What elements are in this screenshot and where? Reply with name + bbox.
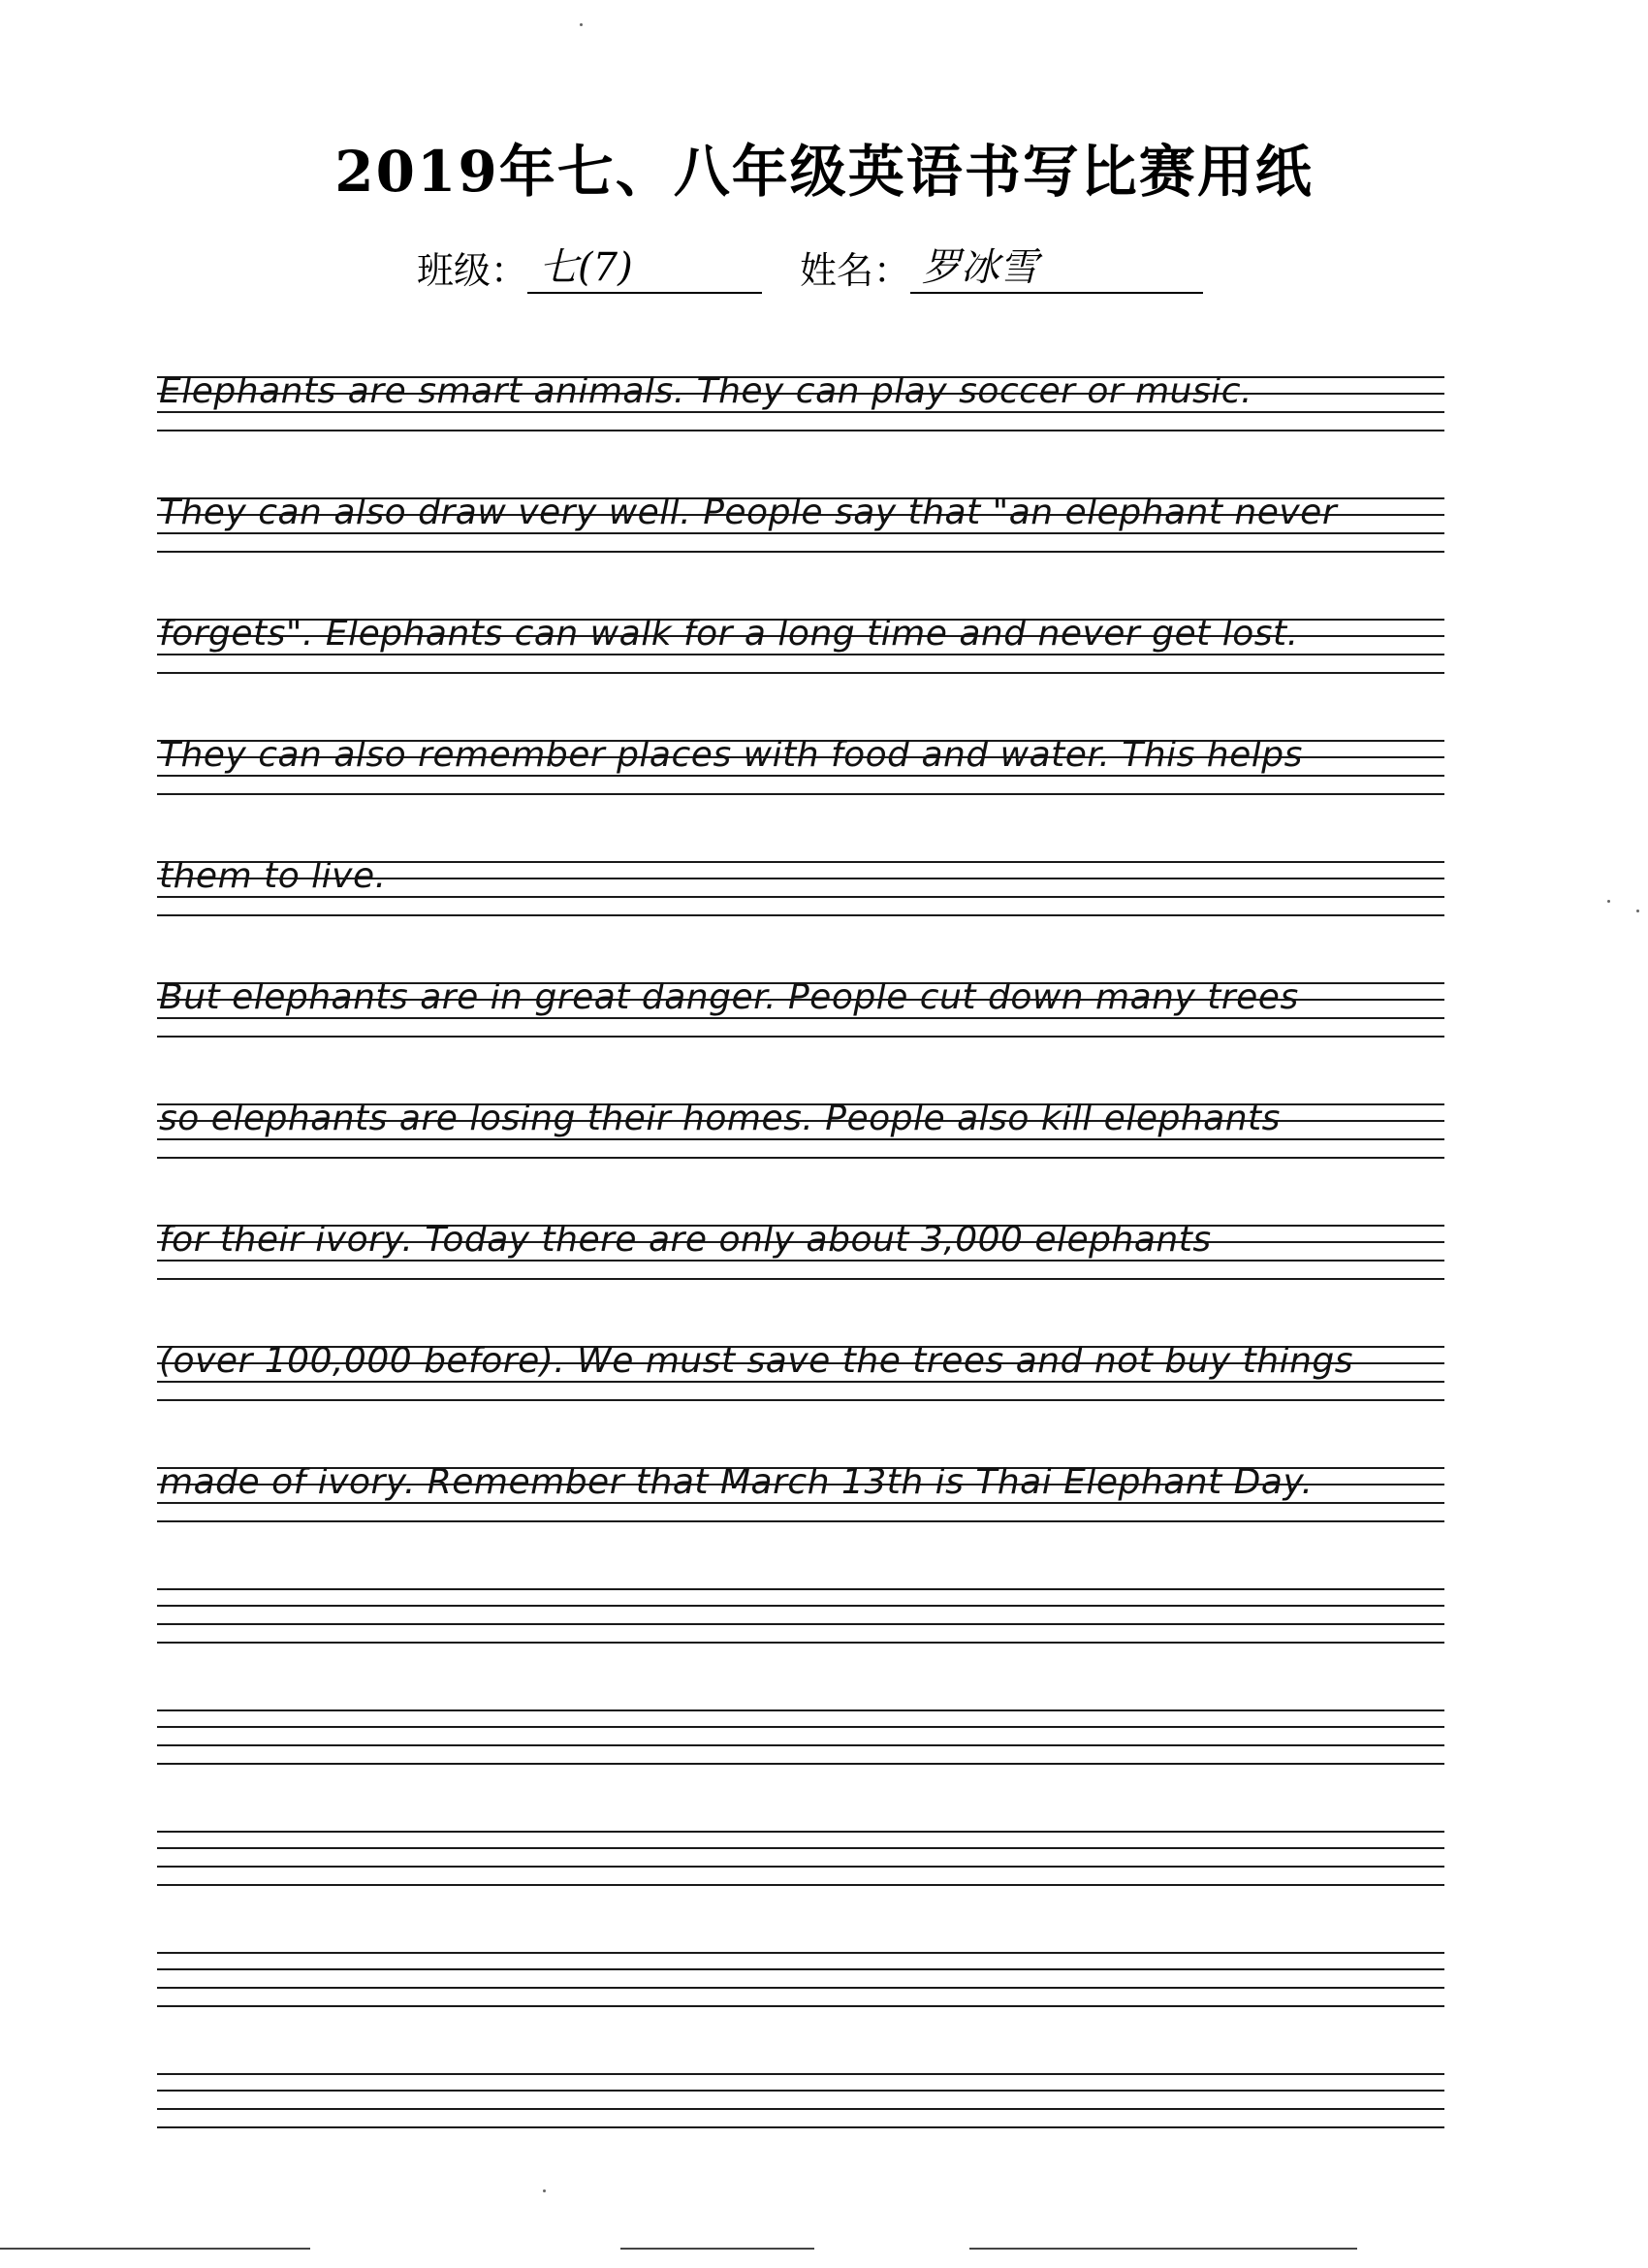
handwritten-line: so elephants are losing their homes. People also kill elephants <box>159 1099 1281 1138</box>
scan-edge-line <box>0 2248 310 2250</box>
class-value: 七(7) <box>527 243 762 294</box>
page-title: 2019年七、八年级英语书写比赛用纸 <box>334 139 1314 205</box>
class-label: 班级： <box>417 249 528 292</box>
scan-speck <box>1636 910 1639 912</box>
handwritten-line: But elephants are in great danger. People cut down many trees <box>159 977 1299 1017</box>
name-field <box>800 240 1203 295</box>
name-label: 姓名： <box>800 249 911 292</box>
writing-stave <box>157 1813 1444 1934</box>
writing-stave <box>157 722 1444 844</box>
scan-edge-line <box>969 2248 1357 2250</box>
writing-stave <box>157 1086 1444 1207</box>
writing-stave <box>157 1934 1444 2056</box>
handwritten-line: forgets". Elephants can walk for a long time and never get lost. <box>159 614 1299 654</box>
writing-stave <box>157 1450 1444 1571</box>
writing-stave <box>157 601 1444 722</box>
name-value: 罗冰雪 <box>910 243 1203 294</box>
scan-speck <box>543 2189 546 2192</box>
class-field <box>417 240 762 295</box>
handwritten-line: Elephants are smart animals. They can play soccer or music. <box>159 371 1252 411</box>
writing-stave <box>157 1207 1444 1328</box>
writing-stave <box>157 1571 1444 1692</box>
writing-stave <box>157 359 1444 480</box>
writing-stave <box>157 1692 1444 1813</box>
writing-stave <box>157 965 1444 1086</box>
handwritten-line: them to live. <box>159 856 387 896</box>
writing-stave <box>157 844 1444 965</box>
handwritten-line: They can also remember places with food and water. This helps <box>159 735 1303 775</box>
scan-speck <box>1607 900 1610 903</box>
writing-area <box>157 359 1444 2177</box>
handwritten-line: made of ivory. Remember that March 13th is Thai Elephant Day. <box>159 1462 1314 1502</box>
writing-stave <box>157 1328 1444 1450</box>
handwritten-line: for their ivory. Today there are only about 3,000 elephants <box>159 1220 1212 1260</box>
writing-stave <box>157 2056 1444 2177</box>
handwritten-line: They can also draw very well. People say that "an elephant never <box>159 493 1338 532</box>
handwritten-line: (over 100,000 before). We must save the trees and not buy things <box>159 1341 1354 1381</box>
scan-edge-line <box>620 2248 814 2250</box>
scan-speck <box>580 23 583 26</box>
writing-stave <box>157 480 1444 601</box>
